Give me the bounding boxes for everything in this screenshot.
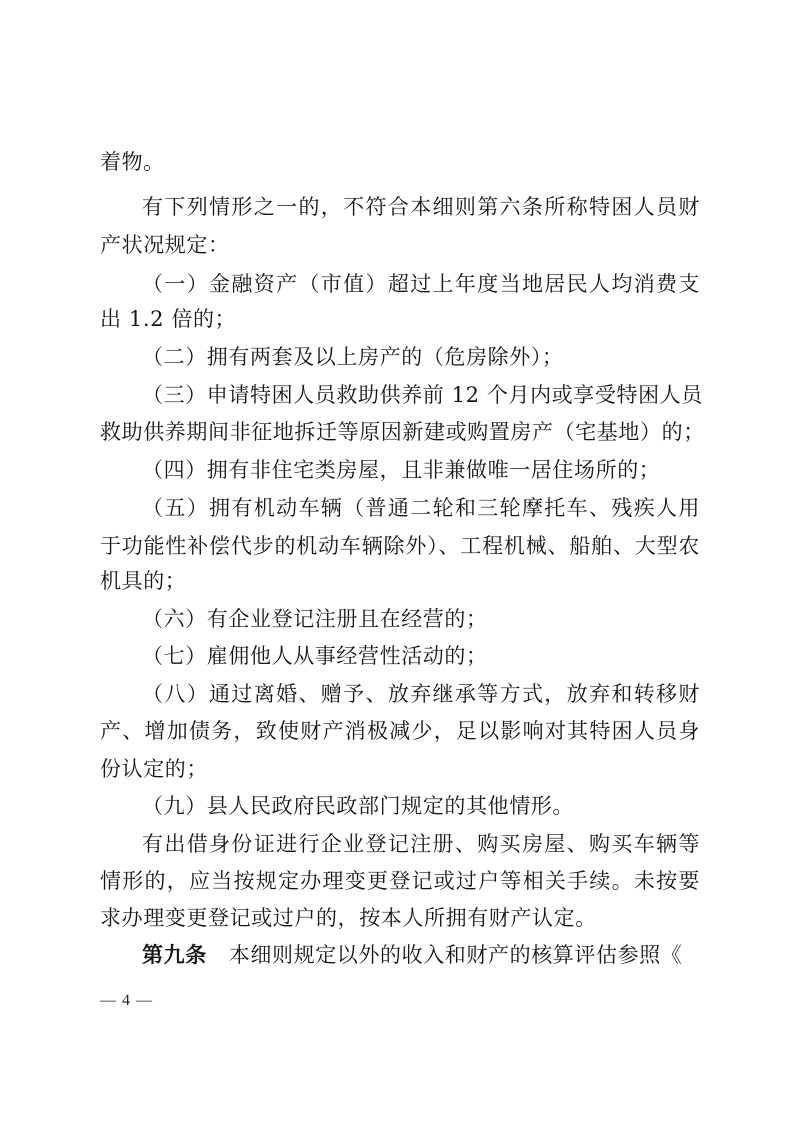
list-item: （六）有企业登记注册且在经营的；	[142, 607, 488, 631]
text-line: 情形的，应当按规定办理变更登记或过户等相关手续。未按要	[100, 869, 700, 893]
article-text: 本细则规定以外的收入和财产的核算评估参照《	[228, 943, 683, 967]
text-line: 求办理变更登记或过户的，按本人所拥有财产认定。	[100, 906, 597, 930]
list-item: （九）县人民政府民政部门规定的其他情形。	[142, 794, 574, 818]
list-item: （二）拥有两套及以上房产的（危房除外）；	[142, 345, 564, 369]
text-line: 着物。	[100, 150, 165, 174]
text-line: 产状况规定：	[100, 233, 230, 257]
list-item: （一）金融资产（市值）超过上年度当地居民人均消费支	[142, 272, 700, 296]
list-item: （七）雇佣他人从事经营性活动的；	[142, 644, 488, 668]
list-item: （五）拥有机动车辆（普通二轮和三轮摩托车、残疾人用	[142, 496, 700, 520]
text-line: 于功能性补偿代步的机动车辆除外）、工程机械、船舶、大型农	[100, 534, 700, 558]
text-line: 产、增加债务，致使财产消极减少，足以影响对其特困人员身	[100, 719, 700, 743]
page-number: — 4 —	[100, 992, 153, 1009]
article-paragraph	[142, 941, 700, 969]
list-item: （三）申请特困人员救助供养前 12 个月内或享受特困人员	[142, 383, 703, 407]
list-item: （四）拥有非住宅类房屋，且非兼做唯一居住场所的；	[142, 458, 661, 482]
text-line: 有下列情形之一的，不符合本细则第六条所称特困人员财	[142, 195, 700, 219]
text-line: 救助供养期间非征地拆迁等原因新建或购置房产（宅基地）的；	[100, 420, 705, 444]
article-label: 第九条	[142, 943, 207, 967]
text-line: 有出借身份证进行企业登记注册、购买房屋、购买车辆等	[142, 832, 700, 856]
text-line: 出 1.2 倍的；	[100, 307, 237, 331]
text-line: 份认定的；	[100, 757, 208, 781]
text-line: 机具的；	[100, 569, 187, 593]
list-item: （八）通过离婚、赠予、放弃继承等方式，放弃和转移财	[142, 682, 700, 706]
